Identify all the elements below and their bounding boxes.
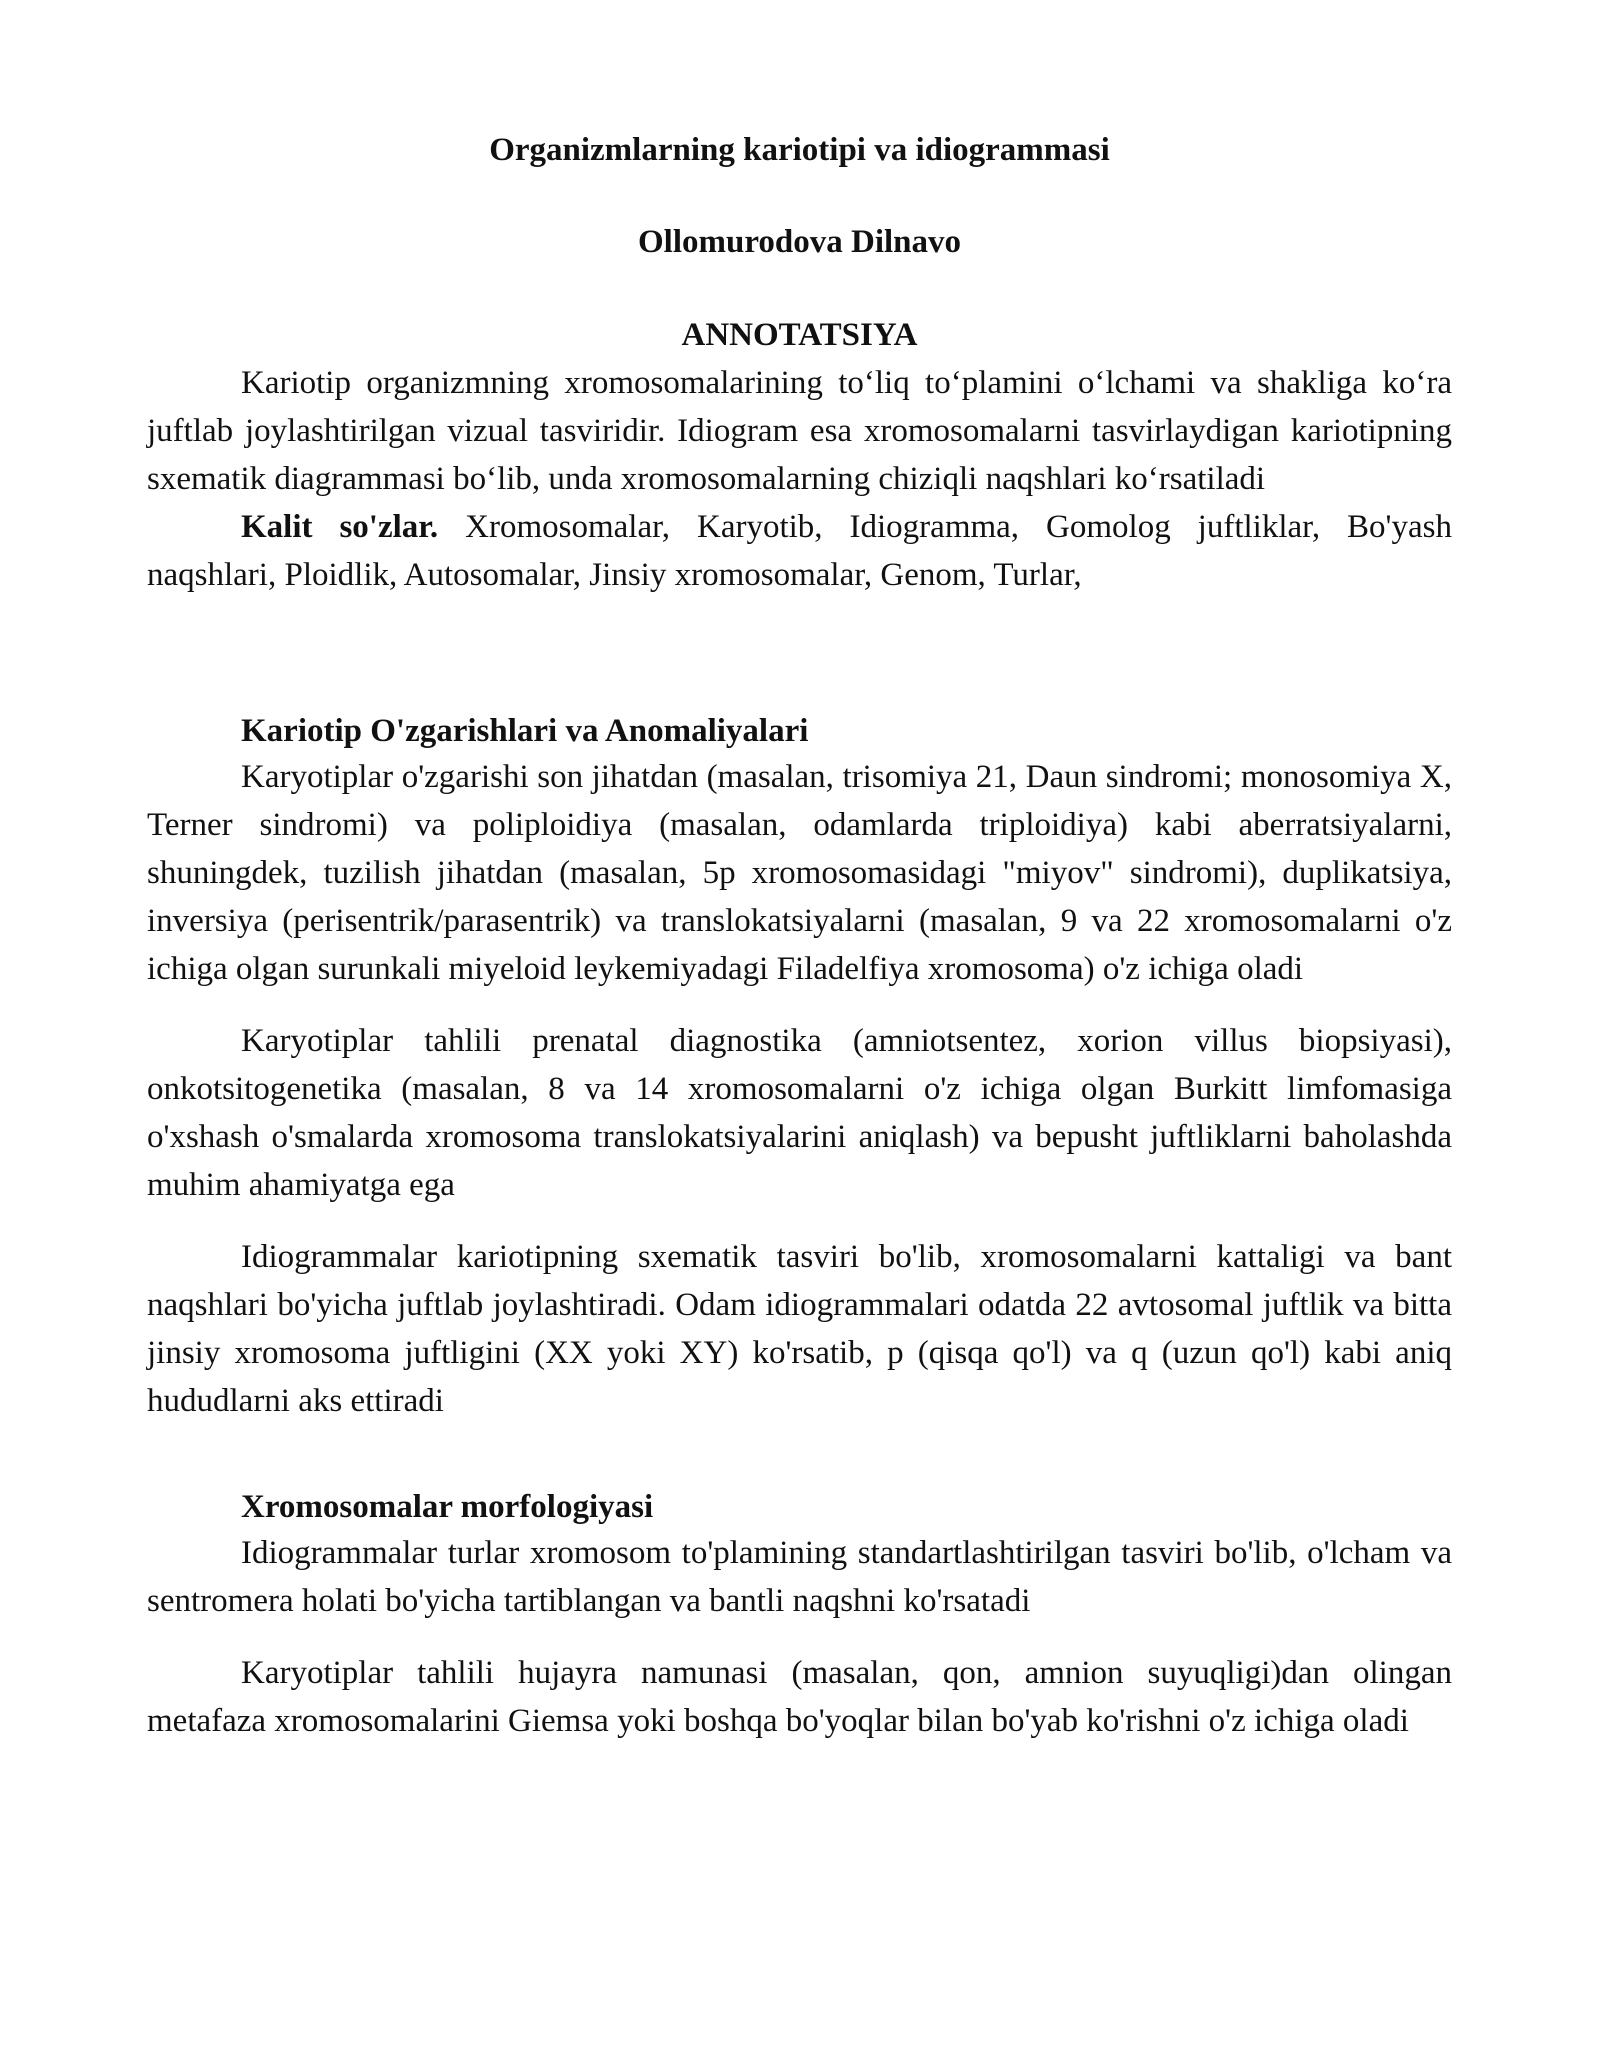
section-paragraph: Idiogrammalar turlar xromosom to'plamining standartlashtirilgan tasviri bo'lib, o'lcham va sentromera holati bo'yicha tartiblangan va bantli naqshni ko'rsatadi <box>147 1535 1452 1619</box>
document-title: Organizmlarning kariotipi va idiogrammasi <box>489 132 1110 168</box>
section-paragraph: Karyotiplar tahlili hujayra namunasi (masalan, qon, amnion suyuqligi)dan olingan metafaza xromosomalarini Giemsa yoki boshqa bo'yoqlar bilan bo'yab ko'rishni o'z ichiga oladi <box>147 1655 1452 1739</box>
section-paragraph: Karyotiplar o'zgarishi son jihatdan (masalan, trisomiya 21, Daun sindromi; monosomiya X, Terner sindromi) va poliploidiya (masalan, odamlarda triploidiya) kabi aberratsiyalarni, shuningdek, tuzilish jihatdan (masalan, 5p xromosomasidagi "miyov" sindromi), duplikatsiya, inversiya (perisentrik/parasentrik) va translokatsiyalarni (masalan, 9 va 22 xromosomalarni o'z ichiga olgan surunkali miyeloid leykemiyadagi Filadelfiya xromosoma) o'z ichiga oladi <box>147 759 1452 987</box>
section-heading-karyotype-anomalies: Kariotip O'zgarishlari va Anomaliyalari <box>241 713 809 749</box>
section-paragraph: Idiogrammalar kariotipning sxematik tasviri bo'lib, xromosomalarni kattaligi va bant naqshlari bo'yicha juftlab joylashtiradi. Odam idiogrammalari odatda 22 avtosomal juftlik va bitta jinsiy xromosoma juftligini (XX yoki XY) ko'rsatib, p (qisqa qo'l) va q (uzun qo'l) kabi aniq hududlarni aks ettiradi <box>147 1239 1452 1419</box>
keywords-paragraph <box>147 503 1452 599</box>
document-page <box>147 128 1452 1745</box>
annotation-paragraph: Kariotip organizmning xromosomalarining to‘liq to‘plamini o‘lchami va shakliga ko‘ra juftlab joylashtirilgan vizual tasviridir. Idiogram esa xromosomalarni tasvirlaydigan kariotipning sxematik diagrammasi bo‘lib, unda xromosomalarning chiziqli naqshlari ko‘rsatiladi <box>147 365 1452 497</box>
author-name: Ollomurodova Dilnavo <box>637 224 962 260</box>
annotation-heading: ANNOTATSIYA <box>681 317 918 353</box>
section-heading-chromosome-morphology: Xromosomalar morfologiyasi <box>241 1489 654 1525</box>
keywords-label: Kalit so'zlar. <box>241 509 439 545</box>
section-paragraph: Karyotiplar tahlili prenatal diagnostika (amniotsentez, xorion villus biopsiyasi), onkotsitogenetika (masalan, 8 va 14 xromosomalarni o'z ichiga olgan Burkitt limfomasiga o'xshash o'smalarda xromosoma translokatsiyalarini aniqlash) va bepusht juftliklarni baholashda muhim ahamiyatga ega <box>147 1023 1452 1203</box>
keywords-list: Xromosomalar, Karyotib, Idiogramma, Gomolog juftliklar, Bo'yash naqshlari, Ploidlik, Autosomalar, Jinsiy xromosomalar, Genom, Turlar, <box>147 509 1452 593</box>
